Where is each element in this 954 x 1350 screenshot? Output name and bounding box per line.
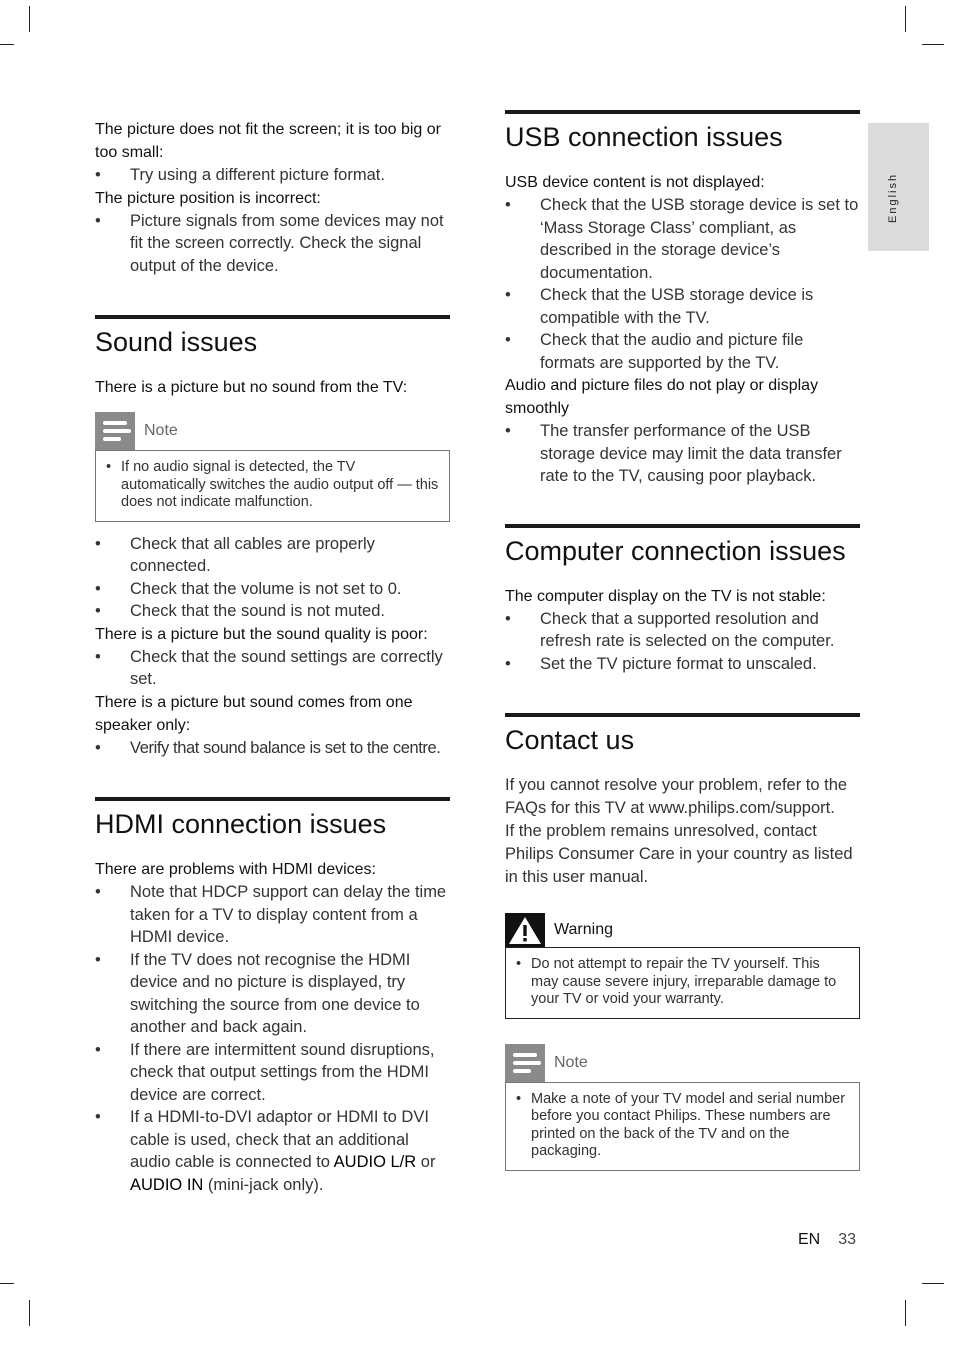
left-column <box>95 110 450 1196</box>
list-item: • The transfer performance of the USB storage device may limit the data transfer rate to the TV, causing poor playback. <box>505 422 842 485</box>
question-usb-content: USB device content is not displayed: <box>505 174 765 191</box>
question-hdmi: There are problems with HDMI devices: <box>95 861 376 878</box>
question-no-sound: There is a picture but no sound from the TV: <box>95 379 408 396</box>
warning-header <box>505 913 860 947</box>
list-item: • If there are intermittent sound disruptions, check that output settings from the HDMI device are correct. <box>95 1040 435 1104</box>
list-item: • Verify that sound balance is set to the centre. <box>95 738 441 757</box>
question-poor-sound: There is a picture but the sound quality is poor: <box>95 625 428 643</box>
list-item: • Check that the volume is not set to 0. <box>95 579 402 598</box>
note-box <box>505 1044 860 1171</box>
note-body <box>505 1082 860 1171</box>
list-picture-fit <box>95 164 450 187</box>
section-contact <box>505 713 860 757</box>
list-no-sound <box>95 533 450 623</box>
question-picture-fit: The picture does not fit the screen; it is too big or too small: <box>95 121 441 161</box>
note-box <box>95 412 450 522</box>
contact-paragraph: If you cannot resolve your problem, refer to the FAQs for this TV at www.philips.com/support. <box>505 776 848 817</box>
section-title: HDMI connection issues <box>95 809 387 839</box>
list-picture-position <box>95 210 450 278</box>
list-computer <box>505 608 860 676</box>
page-number: 33 <box>838 1231 857 1248</box>
list-item: • If a HDMI-to-DVI adaptor or HDMI to DVI cable is used, check that an additional audio cable is connected to AUDIO L/R or AUDIO IN (mini-jack only). <box>95 1108 436 1194</box>
crop-mark <box>0 1283 14 1284</box>
warning-item: • Do not attempt to repair the TV yourself. This may cause severe injury, irreparable damage to your TV or void your warranty. <box>516 956 837 1007</box>
list-usb-playback <box>505 420 860 488</box>
note-header <box>505 1044 860 1082</box>
list-item: • Check that the sound is not muted. <box>95 602 385 620</box>
language-tab-label: English <box>887 172 899 223</box>
right-column <box>505 110 860 1171</box>
section-title: Sound issues <box>95 327 258 357</box>
note-item: • If no audio signal is detected, the TV automatically switches the audio output off — this does not indicate malfunction. <box>106 459 439 510</box>
warning-label: Warning <box>554 921 613 938</box>
section-sound <box>95 315 450 359</box>
list-one-speaker <box>95 737 450 760</box>
note-icon <box>95 412 135 450</box>
warning-body <box>505 947 860 1019</box>
note-label: Note <box>144 422 178 439</box>
list-item: • Check that the sound settings are correctly set. <box>95 647 443 688</box>
section-title: Computer connection issues <box>505 535 846 566</box>
note-body <box>95 450 450 522</box>
footer-lang: EN <box>798 1231 821 1248</box>
list-item: • Set the TV picture format to unscaled. <box>505 654 817 673</box>
question-computer: The computer display on the TV is not stable: <box>505 587 826 605</box>
list-item: • Check that all cables are properly connected. <box>95 534 375 575</box>
list-item: • Check that the audio and picture file formats are supported by the TV. <box>505 331 804 372</box>
list-item: • Check that a supported resolution and refresh rate is selected on the computer. <box>505 609 835 650</box>
section-hdmi <box>95 797 450 841</box>
list-item: • Check that the USB storage device is set to ‘Mass Storage Class’ compliant, as described in the storage device’s documentation. <box>505 196 859 282</box>
list-item: • Try using a different picture format. <box>95 166 385 184</box>
list-item: • Picture signals from some devices may not fit the screen correctly. Check the signal output of the device. <box>95 211 444 275</box>
section-computer <box>505 524 860 568</box>
note-icon <box>505 1044 545 1082</box>
warning-icon <box>505 913 545 947</box>
list-item: • Check that the USB storage device is compatible with the TV. <box>505 286 814 327</box>
note-label: Note <box>554 1053 588 1071</box>
section-usb <box>505 110 860 154</box>
list-item: • If the TV does not recognise the HDMI device and no picture is displayed, try switching the source from one device to another and back again. <box>95 950 420 1036</box>
crop-mark <box>0 44 14 45</box>
question-usb-playback: Audio and picture files do not play or display smoothly <box>505 377 819 417</box>
list-item: • Note that HDCP support can delay the time taken for a TV to display content from a HDMI device. <box>95 883 447 946</box>
question-one-speaker: There is a picture but sound comes from one speaker only: <box>95 693 413 734</box>
list-poor-sound <box>95 646 450 691</box>
crop-mark <box>905 6 906 32</box>
audio-lr-label: AUDIO L/R <box>333 1153 417 1171</box>
warning-box <box>505 913 860 1019</box>
crop-mark <box>922 44 944 45</box>
language-tab <box>868 123 929 251</box>
audio-in-label: AUDIO IN <box>130 1175 204 1194</box>
crop-mark <box>905 1300 906 1326</box>
note-item: • Make a note of your TV model and serial number before you contact Philips. These numbers are printed on the back of the TV and on the packaging. <box>516 1090 846 1159</box>
note-header <box>95 412 450 450</box>
section-title: Contact us <box>505 725 635 755</box>
crop-mark <box>29 6 30 32</box>
section-title: USB connection issues <box>505 122 783 152</box>
page-footer <box>798 1231 856 1249</box>
crop-mark <box>922 1283 944 1284</box>
crop-mark <box>29 1300 30 1326</box>
list-usb-content <box>505 194 860 374</box>
question-picture-position: The picture position is incorrect: <box>95 189 321 207</box>
contact-paragraph: If the problem remains unresolved, contact Philips Consumer Care in your country as listed in this user manual. <box>505 822 853 886</box>
list-hdmi <box>95 881 450 1196</box>
